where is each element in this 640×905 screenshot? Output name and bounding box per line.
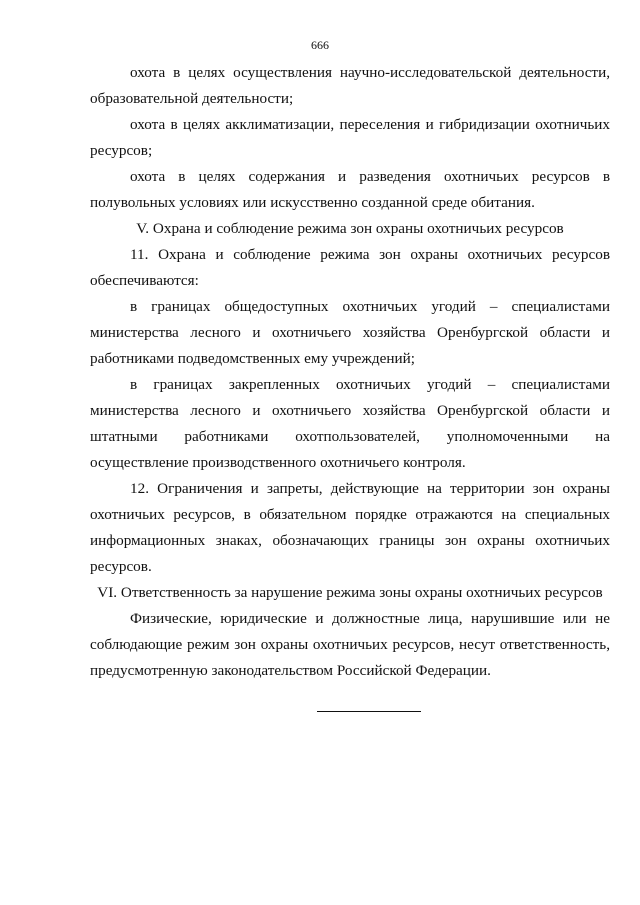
section-heading: VI. Ответственность за нарушение режима зоны охраны охотничьих ресурсов (97, 584, 603, 601)
paragraph: охота в целях осуществления научно-исследовательской деятельности, образовательной деятельности; (90, 64, 610, 107)
paragraph: 11. Охрана и соблюдение режима зон охраны охотничьих ресурсов обеспечиваются: (90, 246, 610, 289)
paragraph: охота в целях акклиматизации, переселения и гибридизации охотничьих ресурсов; (90, 116, 610, 159)
paragraph: охота в целях содержания и разведения охотничьих ресурсов в полувольных условиях или искусственно созданной среде обитания. (90, 168, 610, 211)
paragraph: 12. Ограничения и запреты, действующие на территории зон охраны охотничьих ресурсов, в обязательном порядке отражаются на специальных информационных знаках, обозначающих границы зон охраны охотничьих ресурсов. (90, 480, 610, 575)
document-body (90, 60, 610, 684)
paragraph: в границах общедоступных охотничьих угодий – специалистами министерства лесного и охотничьего хозяйства Оренбургской области и работниками подведомственных ему учреждений; (90, 298, 610, 367)
section-heading: V. Охрана и соблюдение режима зон охраны охотничьих ресурсов (136, 220, 564, 237)
paragraph: Физические, юридические и должностные лица, нарушившие или не соблюдающие режим зон охраны охотничьих ресурсов, несут ответственность, предусмотренную законодательством Российской Федерации. (90, 610, 610, 679)
end-of-document-rule (317, 711, 421, 712)
paragraph: в границах закрепленных охотничьих угодий – специалистами министерства лесного и охотничьего хозяйства Оренбургской области и штатными работниками охотпользователей, уполномоченными на осуществление производственного охотничьего контроля. (90, 376, 610, 471)
page-number: 666 (311, 38, 329, 52)
